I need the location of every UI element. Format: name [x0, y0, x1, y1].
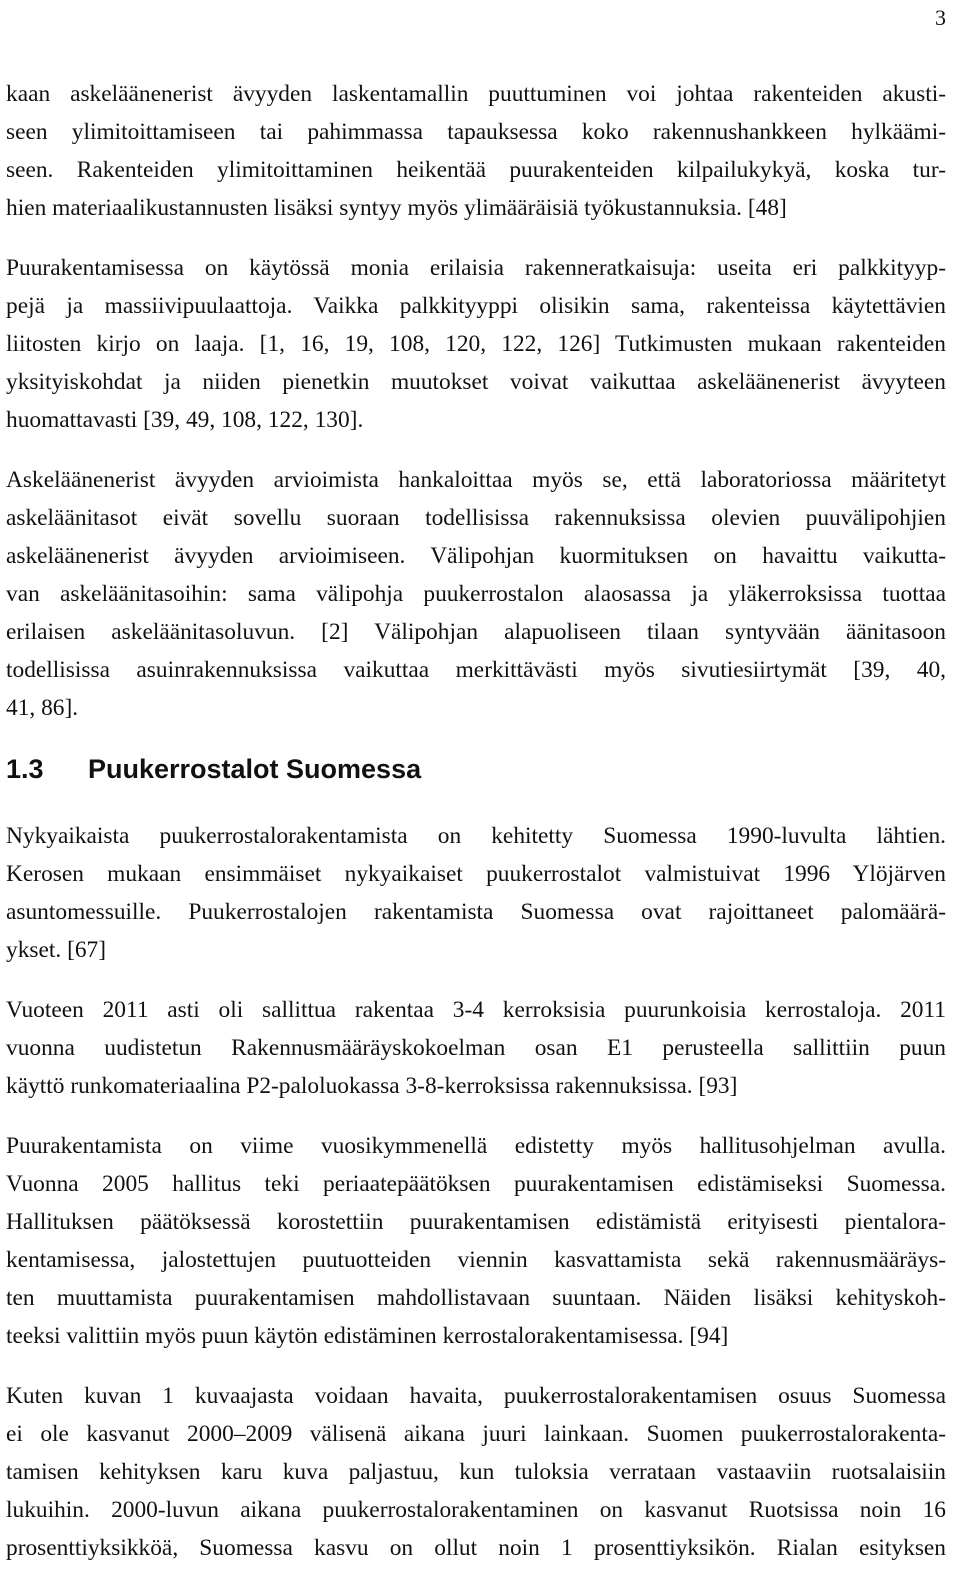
- text-line: käyttö runkomateriaalina P2-paloluokassa 3-8-kerroksissa rakennuksissa. [93]: [6, 1073, 738, 1099]
- text-line: Puurakentamista on viime vuosikymmenellä edistetty myös hallitusohjelman avulla.: [6, 1133, 946, 1159]
- paragraph-2: [6, 249, 946, 439]
- text-line: lukuihin. 2000-luvun aikana puukerrostalorakentaminen on kasvanut Ruotsissa noin 16: [6, 1497, 946, 1523]
- text-line: tamisen kehityksen karu kuva paljastuu, kun tuloksia verrataan vastaaviin ruotsalaisiin: [6, 1459, 946, 1485]
- section-number: 1.3: [6, 754, 44, 784]
- document-body: [6, 75, 946, 1589]
- section-title: Puukerrostalot Suomessa: [88, 754, 422, 784]
- text-line: liitosten kirjo on laaja. [1, 16, 19, 108, 120, 122, 126] Tutkimusten mukaan rakenteiden: [6, 331, 946, 357]
- text-line: teeksi valittiin myös puun käytön edistäminen kerrostalorakentamisessa. [94]: [6, 1323, 729, 1349]
- section-paragraph-4: [6, 1377, 946, 1567]
- text-line: ten muuttamista puurakentamisen mahdollistavaan suuntaan. Näiden lisäksi kehityskoh-: [6, 1285, 946, 1311]
- text-line: erilaisen askeläänitasoluvun. [2] Välipohjan alapuoliseen tilaan syntyvään äänitasoon: [6, 619, 946, 645]
- text-line: kentamisessa, jalostettujen puutuotteiden viennin kasvattamista sekä rakennusmääräys-: [6, 1247, 946, 1273]
- text-line: Puurakentamisessa on käytössä monia erilaisia rakenneratkaisuja: useita eri palkkityyp-: [6, 255, 946, 281]
- text-line: seen ylimitoittamiseen tai pahimmassa tapauksessa koko rakennushankkeen hylkäämi-: [6, 119, 946, 145]
- text-line: van askeläänitasoihin: sama välipohja puukerrostalon alaosassa ja yläkerroksissa tuottaa: [6, 581, 946, 607]
- text-line: huomattavasti [39, 49, 108, 122, 130].: [6, 407, 364, 433]
- section-heading: [6, 749, 946, 789]
- text-line: ykset. [67]: [6, 937, 107, 963]
- text-line: hien materiaalikustannusten lisäksi syntyy myös ylimääräisiä työkustannuksia. [48]: [6, 195, 787, 221]
- text-line: ei ole kasvanut 2000–2009 välisenä aikana juuri lainkaan. Suomen puukerrostalorakenta-: [6, 1421, 946, 1447]
- text-line: askeläänenerist ävyyden arvioimiseen. Välipohjan kuormituksen on havaittu vaikutta-: [6, 543, 946, 569]
- section-paragraph-3: [6, 1127, 946, 1355]
- page-number: 3: [935, 5, 946, 30]
- text-line: vuonna uudistetun Rakennusmääräyskokoelman osan E1 perusteella sallittiin puun: [6, 1035, 946, 1061]
- section-paragraph-1: [6, 817, 946, 969]
- text-line: Kuten kuvan 1 kuvaajasta voidaan havaita, puukerrostalorakentamisen osuus Suomessa: [6, 1383, 946, 1409]
- text-line: kaan askeläänenerist ävyyden laskentamallin puuttuminen voi johtaa rakenteiden akusti-: [6, 81, 946, 107]
- text-line: yksityiskohdat ja niiden pienetkin muutokset voivat vaikuttaa askeläänenerist ävyyteen: [6, 369, 946, 395]
- text-line: askeläänitasot eivät sovellu suoraan todellisissa rakennuksissa olevien puuvälipohjien: [6, 505, 946, 531]
- text-line: todellisissa asuinrakennuksissa vaikuttaa merkittävästi myös sivutiesiirtymät [39, 40,: [6, 657, 946, 683]
- text-line: seen. Rakenteiden ylimitoittaminen heikentää puurakenteiden kilpailukykyä, koska tur-: [6, 157, 946, 183]
- text-line: Vuoteen 2011 asti oli sallittua rakentaa 3-4 kerroksisia puurunkoisia kerrostaloja. 2011: [6, 997, 946, 1023]
- text-line: 41, 86].: [6, 695, 79, 721]
- paragraph-3: [6, 461, 946, 727]
- text-line: asuntomessuille. Puukerrostalojen rakentamista Suomessa ovat rajoittaneet palomäärä-: [6, 899, 946, 925]
- text-line: Vuonna 2005 hallitus teki periaatepäätöksen puurakentamisen edistämiseksi Suomessa.: [6, 1171, 946, 1197]
- text-line: Nykyaikaista puukerrostalorakentamista on kehitetty Suomessa 1990-luvulta lähtien.: [6, 823, 946, 849]
- text-line: pejä ja massiivipuulaattoja. Vaikka palkkityyppi olisikin sama, rakenteissa käytettävien: [6, 293, 946, 319]
- text-line: Kerosen mukaan ensimmäiset nykyaikaiset puukerrostalot valmistuivat 1996 Ylöjärven: [6, 861, 946, 887]
- text-line: prosenttiyksikköä, Suomessa kasvu on ollut noin 1 prosenttiyksikön. Rialan esityksen: [6, 1535, 946, 1561]
- paragraph-1: [6, 75, 946, 227]
- section-paragraph-2: [6, 991, 946, 1105]
- text-line: Hallituksen päätöksessä korostettiin puurakentamisen edistämistä erityisesti pientalora-: [6, 1209, 946, 1235]
- text-line: Askeläänenerist ävyyden arvioimista hankaloittaa myös se, että laboratoriossa määritetyt: [6, 467, 946, 493]
